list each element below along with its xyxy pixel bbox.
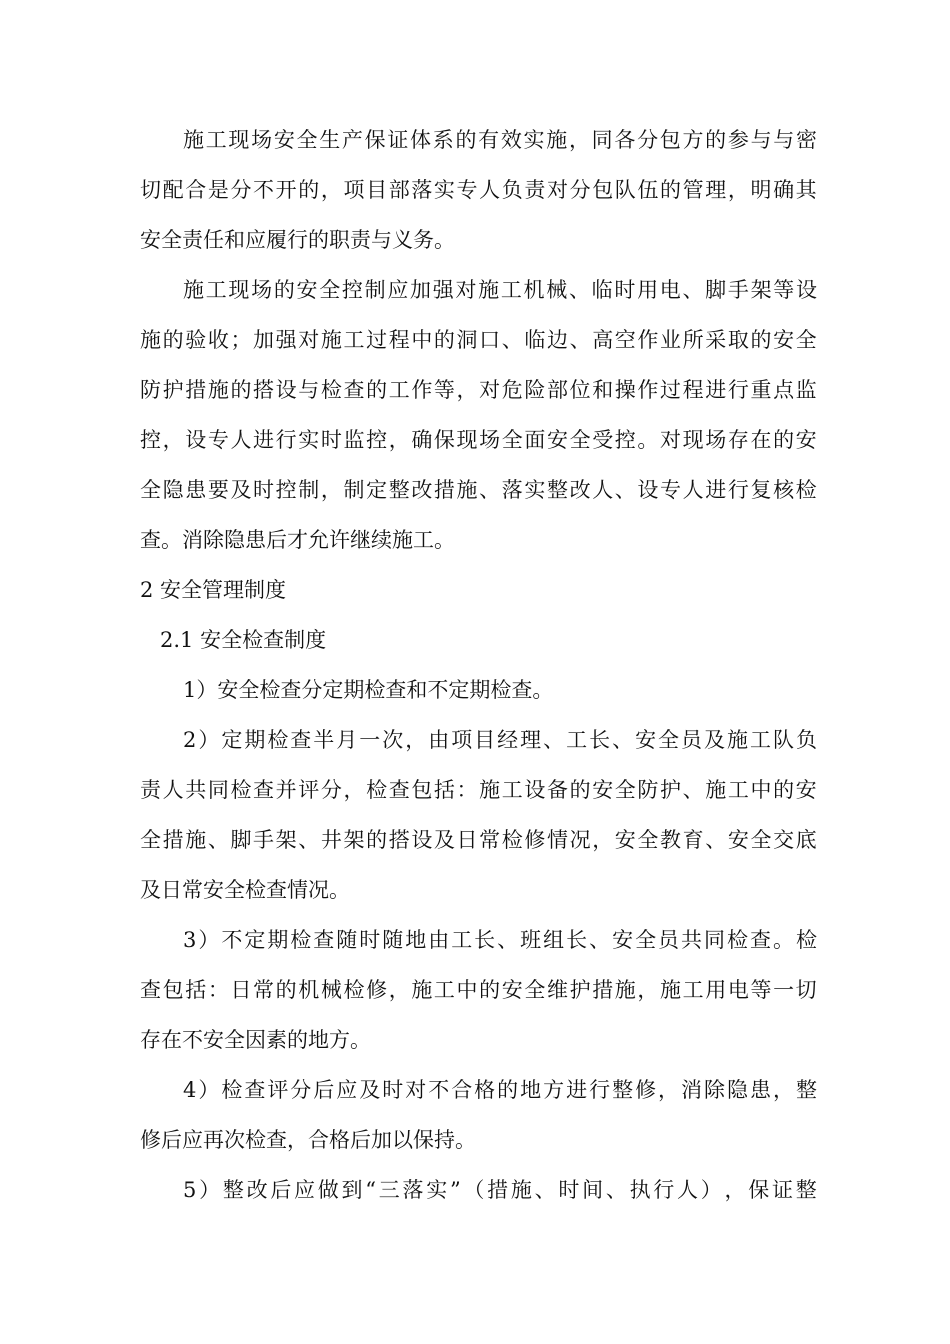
- list-item-line: 4 ） 检 查 评 分 后 应 及 时 对 不 合 格 的 地 方 进 行 整 修 ， 消 除 隐 患 ， 整: [183, 1078, 817, 1102]
- list-item-line: 全 措 施 、 脚 手 架 、 井 架 的 搭 设 及 日 常 检 修 情 况 ， 安 全 教 育 、 安 全 交 底: [140, 828, 817, 852]
- paragraph-line: 施 工 现 场 安 全 生 产 保 证 体 系 的 有 效 实 施 ， 同 各 分 包 方 的 参 与 与 密: [183, 128, 817, 152]
- list-item-line: 责 人 共 同 检 查 并 评 分 ， 检 查 包 括 ： 施 工 设 备 的 安 全 防 护 、 施 工 中 的 安: [140, 778, 817, 802]
- list-item-line: 2 ） 定 期 检 查 半 月 一 次 ， 由 项 目 经 理 、 工 长 、 安 全 员 及 施 工 队 负: [183, 728, 817, 752]
- paragraph-line: 控 ， 设 专 人 进 行 实 时 监 控 ， 确 保 现 场 全 面 安 全 受 控 。 对 现 场 存 在 的 安: [140, 428, 817, 452]
- list-item-line: 1）安全检查分定期检查和不定期检查。: [183, 678, 554, 702]
- paragraph-line: 施 的 验 收 ； 加 强 对 施 工 过 程 中 的 洞 口 、 临 边 、 高 空 作 业 所 采 取 的 安 全: [140, 328, 817, 352]
- list-item-line: 修后应再次检查，合格后加以保持。: [140, 1128, 476, 1152]
- list-item-line: 存在不安全因素的地方。: [140, 1028, 371, 1052]
- section-heading: 2 安全管理制度: [140, 578, 287, 602]
- subsection-heading: 2.1 安全检查制度: [160, 628, 327, 652]
- paragraph-line: 全 隐 患 要 及 时 控 制 ， 制 定 整 改 措 施 、 落 实 整 改 人 、 设 专 人 进 行 复 核 检: [140, 478, 817, 502]
- paragraph-line: 安全责任和应履行的职责与义务。: [140, 228, 455, 252]
- list-item-line: 及日常安全检查情况。: [140, 878, 350, 902]
- list-item-line: 查 包 括 ： 日 常 的 机 械 检 修 ， 施 工 中 的 安 全 维 护 措 施 ， 施 工 用 电 等 一 切: [140, 978, 817, 1002]
- paragraph-line: 切 配 合 是 分 不 开 的 ， 项 目 部 落 实 专 人 负 责 对 分 包 队 伍 的 管 理 ， 明 确 其: [140, 178, 817, 202]
- list-item-line: 3 ） 不 定 期 检 查 随 时 随 地 由 工 长 、 班 组 长 、 安 全 员 共 同 检 查 。 检: [183, 928, 817, 952]
- paragraph-line: 施 工 现 场 的 安 全 控 制 应 加 强 对 施 工 机 械 、 临 时 用 电 、 脚 手 架 等 设: [183, 278, 817, 302]
- paragraph-line: 查。消除隐患后才允许继续施工。: [140, 528, 455, 552]
- paragraph-line: 防 护 措 施 的 搭 设 与 检 查 的 工 作 等 ， 对 危 险 部 位 和 操 作 过 程 进 行 重 点 监: [140, 378, 817, 402]
- list-item-line: 5 ） 整 改 后 应 做 到 “ 三 落 实 ” （ 措 施 、 时 间 、 执 行 人 ） ， 保 证 整: [183, 1178, 817, 1202]
